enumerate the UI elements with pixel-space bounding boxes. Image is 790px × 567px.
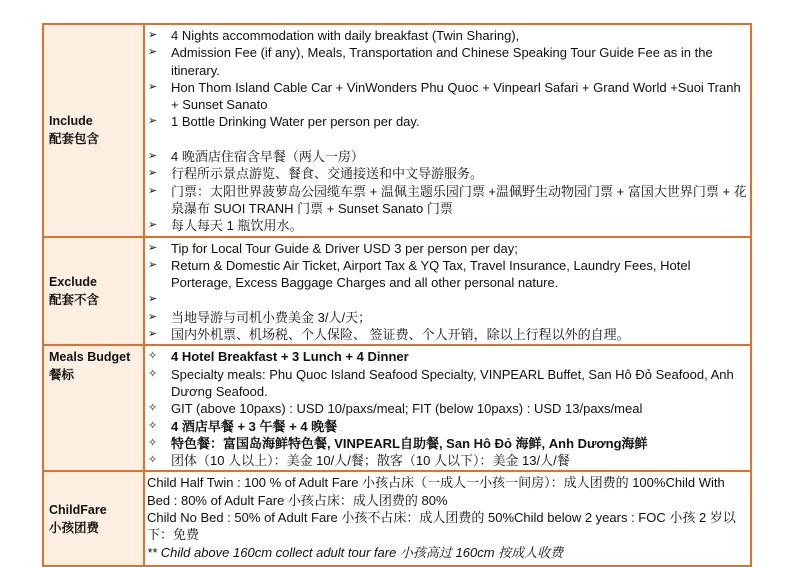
arrow-bullet-icon: ➢ bbox=[148, 80, 158, 93]
tour-package-table bbox=[42, 23, 752, 567]
include-title-zh: 配套包含 bbox=[49, 132, 100, 147]
arrow-bullet-icon: ➢ bbox=[148, 46, 158, 59]
exclude-content bbox=[144, 237, 751, 346]
arrow-bullet-icon: ➢ bbox=[148, 184, 158, 197]
meals-item: ✧ 4 Hotel Breakfast + 3 Lunch + 4 Dinner bbox=[148, 349, 409, 365]
exclude-item: ➢ 当地导游与司机小费美金 3/人/天； bbox=[148, 309, 372, 325]
exclude-row bbox=[43, 237, 751, 346]
diamond-bullet-icon: ✧ bbox=[148, 367, 158, 380]
arrow-bullet-icon: ➢ bbox=[148, 328, 158, 341]
include-row bbox=[43, 24, 751, 237]
include-item: ➢ 4 晚酒店住宿含早餐（两人一房） bbox=[148, 149, 364, 165]
meals-title-zh: 餐标 bbox=[49, 368, 75, 383]
arrow-bullet-icon: ➢ bbox=[148, 167, 158, 180]
meals-title-en: Meals Budget bbox=[49, 350, 131, 365]
exclude-item: ➢ 国内外机票、机场税、个人保险、 签证费、个人开销，除以上行程以外的自理。 bbox=[148, 327, 630, 343]
arrow-bullet-icon: ➢ bbox=[148, 293, 158, 306]
include-header bbox=[43, 24, 144, 237]
child-fare-line: Child Half Twin : 100 % of Adult Fare 小孩占床（一成人一小孩一间房）：成人团费的 100%Child With Bed : 80% of Adult Fare 小孩占床：成人团费的 80% bbox=[147, 475, 725, 508]
arrow-bullet-icon: ➢ bbox=[148, 29, 158, 41]
exclude-header bbox=[43, 237, 144, 346]
child-fare-note: ** Child above 160cm collect adult tour fare 小孩高过 160cm 按成人收费 bbox=[147, 544, 564, 560]
meals-item: ✧ Specialty meals: Phu Quoc Island Seafood Specialty, VINPEARL Buffet, San Hô Đỏ Seafood, Anh Dương Seafood. bbox=[148, 366, 734, 399]
diamond-bullet-icon: ✧ bbox=[148, 402, 158, 415]
include-item: ➢ 1 Bottle Drinking Water per person per day. bbox=[148, 114, 420, 130]
child-title-en: ChildFare bbox=[49, 502, 107, 517]
include-item: ➢ 4 Nights accommodation with daily breakfast (Twin Sharing), bbox=[148, 28, 520, 43]
meals-item: ✧ 4 酒店早餐 + 3 午餐 + 4 晚餐 bbox=[148, 418, 338, 434]
diamond-bullet-icon: ✧ bbox=[148, 436, 158, 449]
diamond-bullet-icon: ✧ bbox=[148, 419, 158, 432]
include-title-en: Include bbox=[49, 114, 93, 129]
exclude-title-en: Exclude bbox=[49, 274, 97, 289]
meals-item: ✧ GIT (above 10paxs) : USD 10/paxs/meal; FIT (below 10paxs) : USD 13/paxs/meal bbox=[148, 401, 643, 417]
child-fare-line: Child No Bed : 50% of Adult Fare 小孩不占床：成人团费的 50%Child below 2 years : FOC 小孩 2 岁以下：免费 bbox=[147, 510, 736, 543]
child-title-zh: 小孩团费 bbox=[49, 520, 100, 535]
meals-content bbox=[144, 345, 751, 471]
exclude-item: ➢ Tip for Local Tour Guide & Driver USD 3 per person per day; bbox=[148, 240, 518, 256]
include-content bbox=[144, 24, 751, 237]
arrow-bullet-icon: ➢ bbox=[148, 241, 158, 254]
meals-item: ✧ 特色餐：富国岛海鲜特色餐, VINPEARL自助餐, San Hô Đỏ 海鲜, Anh Dương海鲜 bbox=[148, 435, 648, 451]
diamond-bullet-icon: ✧ bbox=[148, 454, 158, 467]
exclude-title-zh: 配套不含 bbox=[49, 292, 100, 307]
arrow-bullet-icon: ➢ bbox=[148, 258, 158, 271]
include-item: ➢ 门票：太阳世界菠萝岛公园缆车票 + 温佩主题乐园门票 +温佩野生动物园门票 + 富国大世界门票 + 花泉瀑布 SUOI TRANH 门票 + Sunset Sanato 门票 bbox=[148, 183, 747, 216]
meals-item: ✧ 团体（10 人以上）：美金 10/人/餐；散客（10 人以下）：美金 13/人/餐 bbox=[148, 453, 570, 469]
arrow-bullet-icon: ➢ bbox=[148, 219, 158, 232]
include-spacer bbox=[147, 131, 748, 148]
arrow-bullet-icon: ➢ bbox=[148, 150, 158, 163]
arrow-bullet-icon: ➢ bbox=[148, 310, 158, 323]
exclude-item bbox=[147, 291, 748, 308]
exclude-item: ➢ Return & Domestic Air Ticket, Airport Tax & YQ Tax, Travel Insurance, Laundry Fees, Hotel Porterage, Excess Baggage Charges and all other personal nature. bbox=[148, 257, 691, 291]
include-item: ➢ 每人每天 1 瓶饮用水。 bbox=[148, 218, 303, 234]
include-item: ➢ Hon Thom Island Cable Car + VinWonders Phu Quoc + Vinpearl Safari + Grand World +Suoi Tranh + Sunset Sanato bbox=[148, 79, 741, 113]
arrow-bullet-icon: ➢ bbox=[148, 115, 158, 128]
meals-row bbox=[43, 345, 751, 471]
include-item: ➢ Admission Fee (if any), Meals, Transportation and Chinese Speaking Tour Guide Fee as in the itinerary. bbox=[148, 45, 713, 78]
include-item: ➢ 行程所示景点游览、餐食、交通接送和中文导游服务。 bbox=[148, 166, 484, 182]
diamond-bullet-icon: ✧ bbox=[148, 350, 158, 363]
meals-header bbox=[43, 345, 144, 471]
